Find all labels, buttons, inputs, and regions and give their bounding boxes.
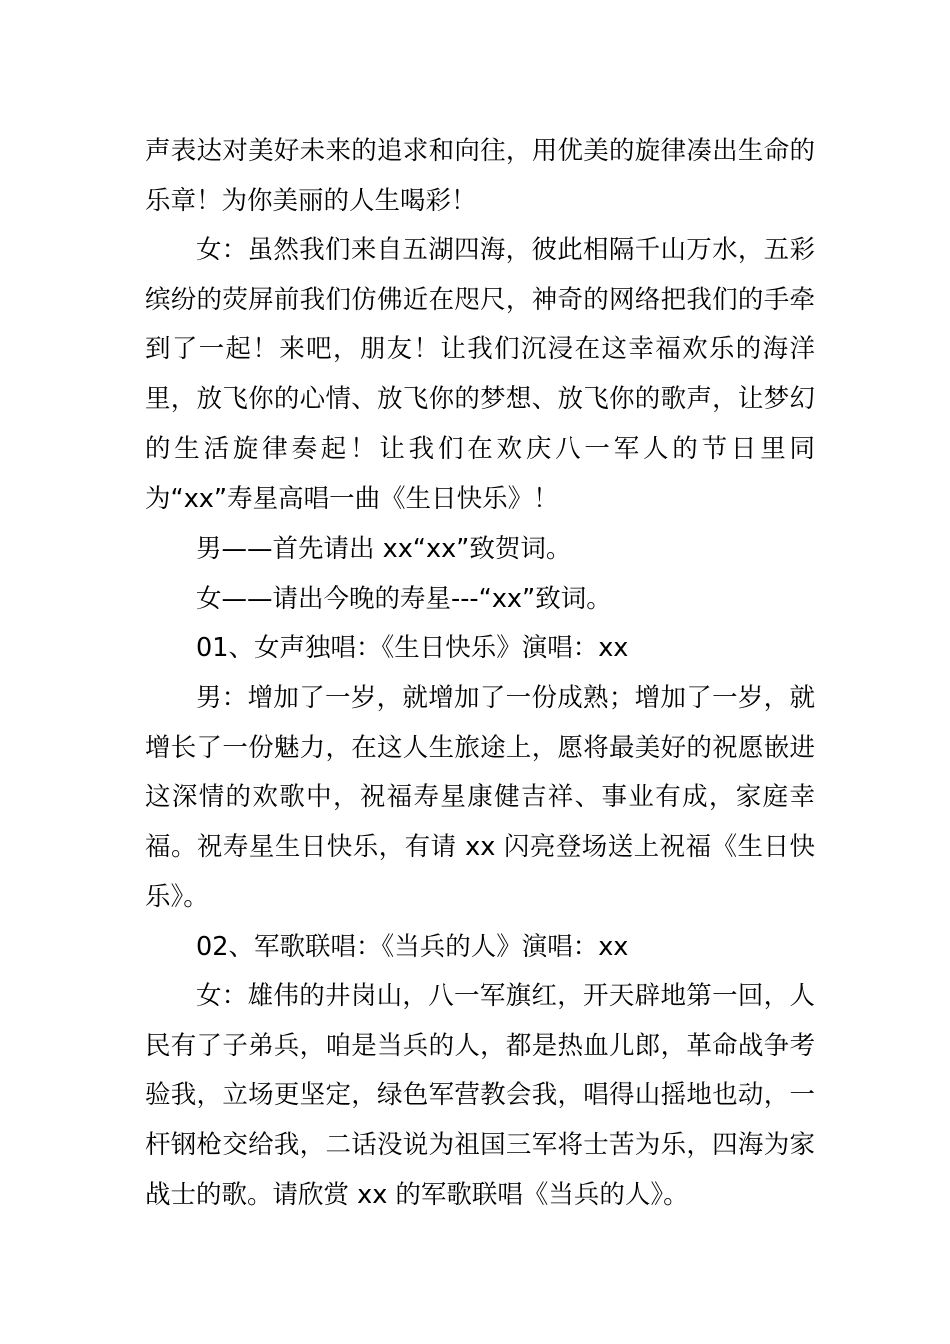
program-item-02: 02、军歌联唱：《当兵的人》演唱：xx [196, 932, 629, 962]
paragraph-male-host-blessing: 男：增加了一岁，就增加了一份成熟；增加了一岁，就增长了一份魅力，在这人生旅途上，愿将最美好的祝愿嵌进这深情的欢歌中，祝福寿星康健吉祥、事业有成，家庭幸福。祝寿星生日快乐，有请 xx 闪亮登场送上祝福《生日快乐》。 [145, 683, 815, 912]
program-item-01: 01、女声独唱：《生日快乐》演唱：xx [196, 633, 629, 663]
paragraph-female-host-opening: 女：虽然我们来自五湖四海，彼此相隔千山万水，五彩缤纷的荧屏前我们仿佛近在咫尺，神奇的网络把我们的手牵到了一起！来吧，朋友！让我们沉浸在这幸福欢乐的海洋里，放飞你的心情、放飞你的梦想、放飞你的歌声，让梦幻的生活旋律奏起！让我们在欢庆八一军人的节日里同为“xx”寿星高唱一曲《生日快乐》！ [145, 235, 815, 514]
paragraph-female-host-military: 女：雄伟的井岗山，八一军旗红，开天辟地第一回，人民有了子弟兵，咱是当兵的人，都是热血儿郎，革命战争考验我，立场更坚定，绿色军营教会我，唱得山摇地也动，一杆钢枪交给我，二话没说为祖国三军将士苦为乐，四海为家战士的歌。请欣赏 xx 的军歌联唱《当兵的人》。 [145, 981, 815, 1210]
paragraph-female-host-invite: 女——请出今晚的寿星---“xx”致词。 [196, 584, 612, 614]
paragraph-continuation: 声表达对美好未来的追求和向往，用优美的旋律凑出生命的乐章！为你美丽的人生喝彩！ [145, 136, 815, 216]
paragraph-male-host-invite: 男——首先请出 xx“xx”致贺词。 [196, 534, 572, 564]
